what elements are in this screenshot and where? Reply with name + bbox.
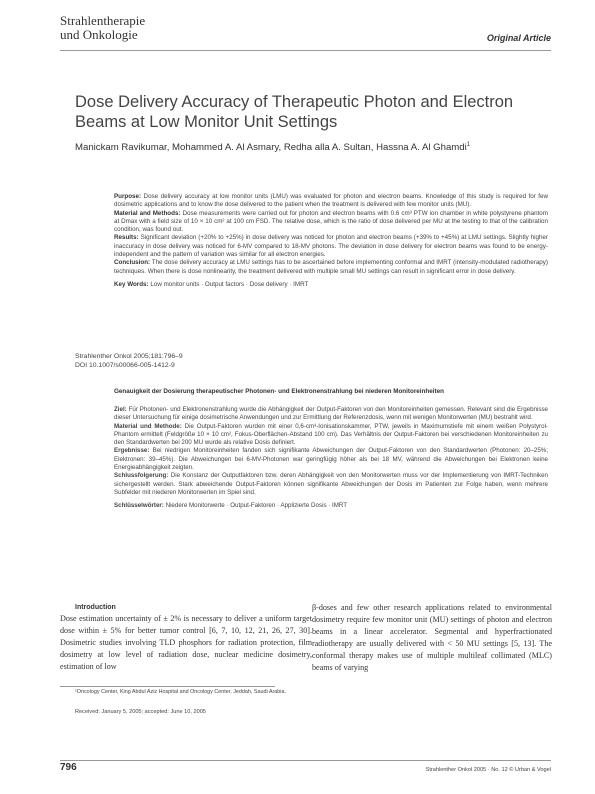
ergebnisse-label: Ergebnisse: <box>114 447 150 455</box>
results-label: Results: <box>114 234 139 242</box>
body-column-left: Dose estimation uncertainty of ± 2% is necessary to deliver a uniform target dose within ± 5% for better tumor control [6, 7, 10, 12, 21, 26, 27, 30]. Dosimetric studies involving TLD phosphors for radiation protection, film dosimetry at low level of radiation dose, nuclear medicine dosimetry, estimation of low <box>60 614 312 671</box>
german-ziel <box>114 406 548 423</box>
schluesselwoerter-label: Schlüsselwörter: <box>114 502 164 510</box>
keywords-text: Low monitor units · Output factors · Dose delivery · IMRT <box>148 280 309 288</box>
german-ergebnisse <box>114 447 548 472</box>
journal-name <box>60 14 145 42</box>
abstract-keywords <box>114 281 548 289</box>
citation <box>75 352 183 370</box>
schluss-text: Die Konstanz der Outputfaktoren bzw. deren Abhängigkeit von den Monitorwerten muss vor der Implementierung von IMRT-Techniken sichergestellt werden. Stark abweichende Output-Faktoren können signifikante Abweichungen der Dosis im Patienten zur Folge haben, wenn mehrere Subfelder mit niederen Monitorwerten im Spiel sind. <box>114 472 548 496</box>
affiliation-marker: 1 <box>466 142 471 148</box>
journal-name-line2: und Onkologie <box>60 27 138 42</box>
citation-journal: Strahlenther Onkol 2005;181:796–9 <box>75 353 183 360</box>
ziel-text: Für Photonen- und Elektronenstrahlung wurde die Abhängigkeit der Output-Faktoren von den Monitoreinheiten gemessen. Relevant sind die Ergebnisse dieser Untersuchung für einige dosimetrische Anwendungen und zur Ermittlung der Referenzdosis, wenn mit wenigen Monitorwerten (MU) bestrahlt wird. <box>114 406 548 422</box>
header-rule <box>60 50 551 51</box>
german-methode <box>114 423 548 448</box>
german-schluss <box>114 472 548 497</box>
author-list: Manickam Ravikumar, Mohammed A. Al Asmary, Redha alla A. Sultan, Hassna A. Al Ghamdi <box>75 142 467 154</box>
abstract-results <box>114 234 548 259</box>
authors <box>75 142 545 153</box>
body-column-right: β-doses and few other research applications related to environmental dosimetry require few monitor unit (MU) settings of photon and electron beams in a linear accelerator. Segmental and hyperfractionated radiotherapy are usually delivered with < 50 MU settings [5, 13]. The conformal therapy makes use of multiple multileaf collimated (MLC) beams of varying <box>312 603 552 672</box>
abstract-purpose <box>114 193 548 210</box>
german-keywords <box>114 502 548 510</box>
methode-text: Die Output-Faktoren wurden mit einer 0,6-cm³-Ionisationskammer, PTW, jeweils in Maximumstiefe mit einem weißen Polystyrol-Phantom ermittelt (Feldgröße 10 × 10 cm², Fokus-Oberflächen-Abstand 100 cm). Das Verhältnis der Output-Faktoren bei verschiedenen Monitoreinheiten zu den Standardwerten bei 200 MU wurde als relative Dosis definiert. <box>114 422 548 447</box>
footnote-rule <box>60 686 275 687</box>
conclusion-label: Conclusion: <box>114 259 151 267</box>
methods-text: Dose measurements were carried out for photon and electron beams with 0.6 cm³ PTW ion chamber in white polystyrene phantom at Dmax with a field size of 10 × 10 cm² at 100 cm FSD. The relative dose, which is the ratio of dose delivered per MU at the testing to that of the calibration condition, was found out. <box>114 209 548 234</box>
purpose-label: Purpose: <box>114 193 142 200</box>
keywords-label: Key Words: <box>114 280 149 288</box>
article-title: Dose Delivery Accuracy of Therapeutic Photon and Electron Beams at Low Monitor Unit Settings <box>75 93 514 131</box>
english-abstract <box>114 193 548 289</box>
affiliation-footnote: ¹Oncology Center, King Abdul Aziz Hospital and Oncology Center, Jeddah, Saudi Arabia. <box>75 689 286 695</box>
citation-doi: DOI 10.1007/s00066-005-1412-9 <box>75 362 175 370</box>
ziel-label: Ziel: <box>114 406 127 413</box>
methode-label: Material und Methode: <box>114 422 182 430</box>
received-dates: Received: January 5, 2005; accepted: June 10, 2005 <box>75 709 206 715</box>
footer-rule <box>60 760 551 761</box>
methods-label: Material and Methods: <box>114 209 181 217</box>
ergebnisse-text: Bei niedrigen Monitoreinheiten fanden sich signifikante Abweichungen der Output-Faktoren von den Standardwerten (Photonen: 20–25%; Elektronen: 39–45%). Die Abweichungen bei 6-MV-Photonen war geringfügig höher als bei 18 MV, während die Abweichungen bei Elektronen keine Energieabhängigkeit zeigten. <box>114 447 548 472</box>
german-title: Genauigkeit der Dosierung therapeutischer Photonen- und Elektronenstrahlung bei niederen Monitoreinheiten <box>114 388 444 395</box>
page-number: 796 <box>60 762 77 773</box>
abstract-conclusion <box>114 259 548 276</box>
abstract-methods <box>114 210 548 235</box>
conclusion-text: The dose delivery accuracy at LMU settings has to be ascertained before implementing conformal and IMRT (intensity-modulated radiotherapy) techniques. When there is dose nonlinearity, the treatment delivered with multiple small MU settings can result in significant error in dose delivery. <box>114 259 548 275</box>
article-type: Original Article <box>486 33 551 43</box>
german-abstract <box>114 406 548 511</box>
results-text: Significant deviation (+20% to +25%) in dose delivery was noticed for photon and electron beams (+39% to +45%) at LMU settings. Slightly higher inaccuracy in dose delivery was noticed for 6-MV compared to 18-MV photons. The deviation in dose delivery for electron beams was found to be energy-independent and the pattern of variation was similar for all electron energies. <box>114 234 548 259</box>
journal-name-line1: Strahlentherapie <box>60 13 146 28</box>
schluss-label: Schlussfolgerung: <box>114 472 169 480</box>
purpose-text: Dose delivery accuracy at low monitor units (LMU) was evaluated for photon and electron beams. Knowledge of this study is required for few dosimetric applications and to know the dose delivered to the patient when the treatment is delivered with few monitor units (MU). <box>114 193 548 209</box>
introduction-heading: Introduction <box>75 604 116 611</box>
footer-citation: Strahlenther Onkol 2005 · No. 12 © Urban & Vogel <box>425 767 551 773</box>
schluesselwoerter-text: Niedere Monitorwerte · Output-Faktoren · Applizierte Dosis · IMRT <box>163 502 348 510</box>
